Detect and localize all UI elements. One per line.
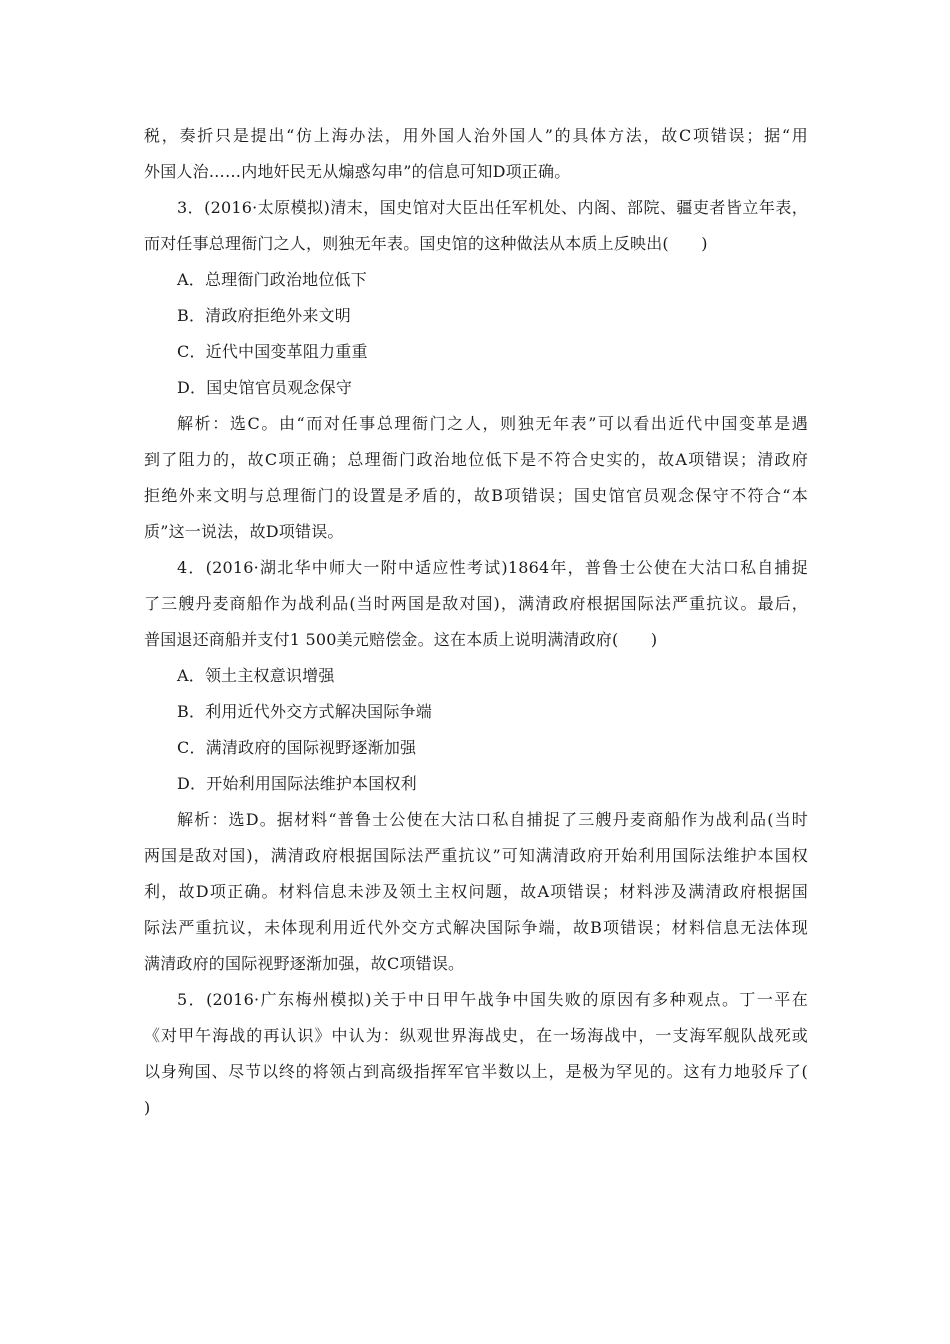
question-4-stem-cont: 普国退还商船并支付1 500美元赔偿金。这在本质上说明满清政府( ) [144,630,658,649]
question-4-stem: 4．(2016·湖北华中师大一附中适应性考试)1864年，普鲁士公使在大沽口私自捕捉 [177,558,808,577]
question-4-stem-cont: 了三艘丹麦商船作为战利品(当时两国是敌对国)，满清政府根据国际法严重抗议。最后， [144,594,808,613]
question-3-option-d: D．国史馆官员观念保守 [177,378,353,397]
question-4-analysis: 满清政府的国际视野逐渐加强，故C项错误。 [144,954,465,973]
question-3-analysis: 拒绝外来文明与总理衙门的设置是矛盾的，故B项错误；国史馆官员观念保守不符合“本 [144,486,808,505]
question-3-option-c: C．近代中国变革阻力重重 [177,342,368,361]
question-3-option-b: B．清政府拒绝外来文明 [177,306,351,325]
paragraph-line: 税，奏折只是提出“仿上海办法，用外国人治外国人”的具体方法，故C项错误；据“用 [144,126,808,145]
question-4-option-d: D．开始利用国际法维护本国权利 [177,774,417,793]
question-4-analysis: 两国是敌对国)，满清政府根据国际法严重抗议”可知满清政府开始利用国际法维护本国权 [144,846,808,865]
question-5-stem-cont: 《对甲午海战的再认识》中认为：纵观世界海战史，在一场海战中，一支海军舰队战死或 [144,1026,808,1045]
question-3-analysis: 解析：选C。由“而对任事总理衙门之人，则独无年表”可以看出近代中国变革是遇 [177,414,808,433]
question-5-stem-cont: 以身殉国、尽节以终的将领占到高级指挥军官半数以上，是极为罕见的。这有力地驳斥了( [144,1062,808,1081]
question-4-analysis: 际法严重抗议，未体现利用近代外交方式解决国际争端，故B项错误；材料信息无法体现 [144,918,808,937]
question-4-option-c: C．满清政府的国际视野逐渐加强 [177,738,417,757]
question-5-stem-cont: ) [144,1098,151,1117]
question-3-stem-cont: 而对任事总理衙门之人，则独无年表。国史馆的这种做法从本质上反映出( ) [144,234,708,253]
question-3-option-a: A．总理衙门政治地位低下 [177,270,367,289]
question-3-stem: 3．(2016·太原模拟)清末，国史馆对大臣出任军机处、内阁、部院、疆吏者皆立年表， [177,198,808,217]
question-3-analysis: 质”这一说法，故D项错误。 [144,522,344,541]
question-4-option-a: A．领土主权意识增强 [177,666,335,685]
question-4-analysis: 解析：选D。据材料“普鲁士公使在大沽口私自捕捉了三艘丹麦商船作为战利品(当时 [177,810,808,829]
document-body [144,118,808,1126]
question-3-analysis: 到了阻力的，故C项正确；总理衙门政治地位低下是不符合史实的，故A项错误；清政府 [144,450,808,469]
question-5-stem: 5．(2016·广东梅州模拟)关于中日甲午战争中国失败的原因有多种观点。丁一平在 [177,990,808,1009]
question-4-option-b: B．利用近代外交方式解决国际争端 [177,702,432,721]
paragraph-line: 外国人治……内地奸民无从煽惑勾串”的信息可知D项正确。 [144,162,571,181]
question-4-analysis: 利，故D项正确。材料信息未涉及领土主权问题，故A项错误；材料涉及满清政府根据国 [144,882,808,901]
